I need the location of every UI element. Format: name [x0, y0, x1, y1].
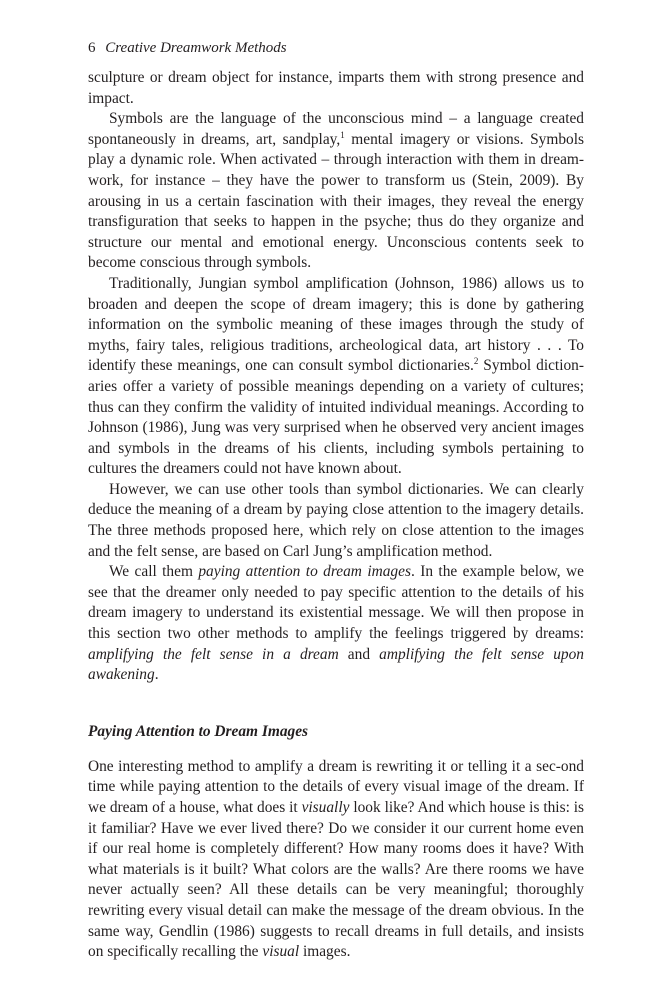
- paragraph-text: and: [338, 645, 380, 663]
- paragraph-text: look like? And which house is this: is it familiar? Have we ever lived there? Do we consider it our current home even if our real home is completely different? How many rooms does it have? With what materials is it built? What colors are the walls? Are there rooms we have never actually seen? All these details can be very meaningful; thoroughly rewriting every visual detail can make the message of the dream obvious. In the same way, Gendlin (1986) suggests to recall dreams in full details, and insists on specifically recalling the: [88, 799, 584, 961]
- book-page: [88, 38, 584, 963]
- paragraph-text: Traditionally, Jungian symbol amplification (Johnson, 1986) allows us to broaden and deepen the scope of dream imagery; this is done by gathering information on the symbolic meaning of these images through the study of myths, fairy tales, religious traditions, archeological data, art history . . . To identify these meanings, one can consult symbol dictionaries.: [88, 274, 584, 375]
- method-name: amplifying the felt sense in a dream: [88, 645, 339, 663]
- running-head-title: Creative Dreamwork Methods: [105, 40, 287, 56]
- paragraph-continuation: sculpture or dream object for instance, imparts them with strong presence and impact.: [88, 69, 584, 107]
- paragraph-other-tools: However, we can use other tools than symbol dictionaries. We can clearly deduce the meaning of a dream by paying close attention to the imagery details. The three methods proposed here, which rely on close attention to the images and the felt sense, are based on Carl Jung’s amplification method.: [88, 480, 584, 560]
- footnote-ref-1[interactable]: 1: [340, 129, 345, 140]
- paragraph-text: Symbol diction-aries offer a variety of possible meanings depending on a variety of cultures; thus can they confirm the validity of intuited individual meanings. According to Johnson (1986), Jung was very surprised when he observed very ancient images and symbols in the dreams of his clients, including symbols pertaining to cultures the dreamers could not have known about.: [88, 357, 585, 478]
- emphasis: visually: [301, 799, 350, 816]
- paragraph-amplification: [88, 274, 584, 480]
- footnote-ref-2[interactable]: 2: [473, 356, 479, 367]
- section-heading: Paying Attention to Dream Images: [88, 722, 309, 740]
- method-name: paying attention to dream images: [198, 563, 411, 581]
- method-name: amplifying the felt sense upon awakening: [88, 645, 584, 684]
- paragraph-text: Symbols are the language of the unconscious mind – a language created spontaneously in dreams, art, sandplay,: [88, 110, 584, 148]
- paragraph-methods: [88, 562, 584, 686]
- running-head: [88, 38, 584, 58]
- paragraph-text: We call them: [109, 563, 199, 581]
- paragraph-dream-images: [88, 757, 584, 963]
- paragraph-text: mental imagery or visions. Symbols play a dynamic role. When activated – through interaction with them in dream-work, for instance – they have the power to transform us (Stein, 2009). By arousing in us a certain fascination with their images, they reveal the energy transfiguration that seeks to happen in the psyche; thus do they organize and structure our mental and emotional energy. Unconscious contents seek to become conscious through symbols.: [88, 130, 584, 272]
- page-number: 6: [88, 40, 96, 56]
- paragraph-text: One interesting method to amplify a dream is rewriting it or telling it a sec-ond time while paying attention to the details of every visual image of the dream. If we dream of a house, what does it: [88, 757, 584, 816]
- paragraph-symbols: [88, 109, 584, 274]
- paragraph-text: . In the example below, we see that the dreamer only needed to pay specific attention to the details of his dream imagery to understand its existential message. We will then propose in this section two other methods to amplify the feelings triggered by dreams:: [88, 563, 585, 643]
- paragraph-text: .: [154, 666, 159, 684]
- emphasis: visual: [262, 943, 300, 961]
- paragraph-text: images.: [299, 943, 351, 961]
